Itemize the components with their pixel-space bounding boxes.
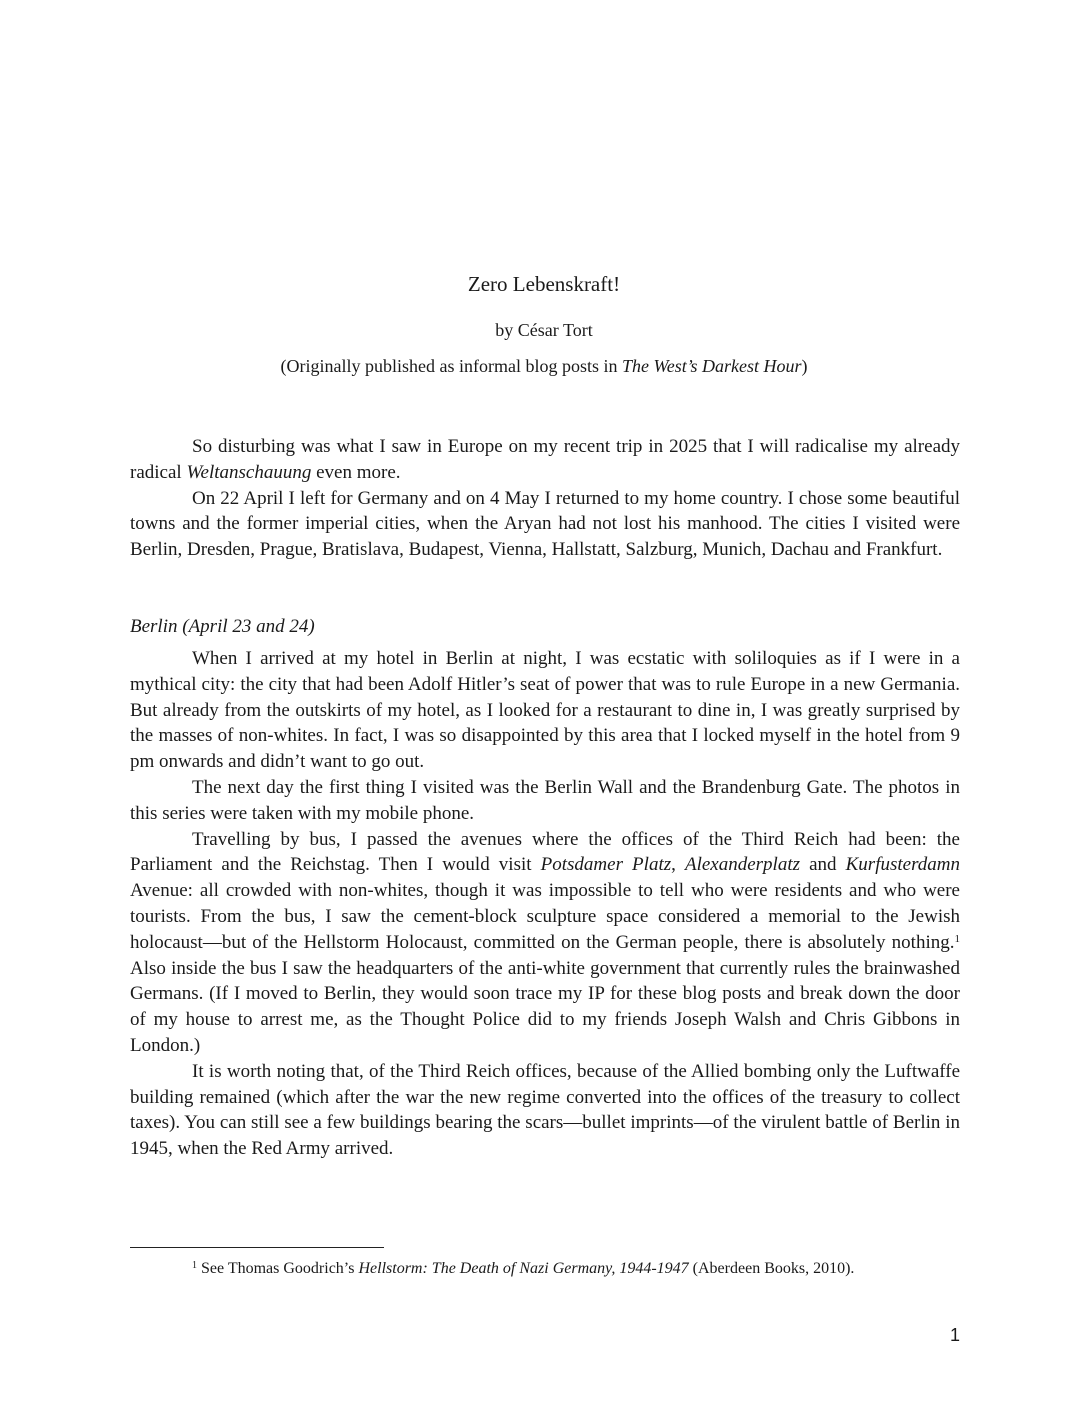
place-kurfusterdamn: Kurfusterdamn — [845, 854, 960, 876]
section-heading: Berlin (April 23 and 24) — [130, 616, 315, 637]
footnote-mark: 1 — [192, 1260, 197, 1271]
publication-note-suffix: ) — [801, 356, 808, 376]
blog-name: The West’s Darkest Hour — [621, 356, 802, 376]
author-byline: by César Tort — [495, 320, 593, 340]
footnote-text-prefix: See Thomas Goodrich’s — [201, 1260, 359, 1277]
intro-paragraph-2: On 22 April I left for Germany and on 4 May I returned to my home country. I chose some beautiful towns and the former imperial cities, when the Aryan had not lost his manhood. The cities I visited were Berlin, Dresden, Prague, Bratislava, Budapest, Vienna, Hallstatt, Salzburg, Munich, Dachau and Frankfurt. — [130, 487, 960, 561]
footnote-divider — [130, 1247, 384, 1248]
berlin-paragraph-3 — [130, 827, 960, 1059]
document-title: Zero Lebenskraft! — [467, 272, 621, 296]
footnote — [192, 1260, 854, 1278]
publication-note — [0, 356, 1088, 377]
place-alexanderplatz: Alexanderplatz — [684, 854, 800, 876]
separator-comma: , — [671, 854, 685, 876]
footnote-text-suffix: (Aberdeen Books, 2010). — [688, 1260, 855, 1277]
berlin-paragraph-1: When I arrived at my hotel in Berlin at night, I was ecstatic with soliloquies as if I were in a mythical city: the city that had been Adolf Hitler’s seat of power that was to rule Europe in a new Germania. But already from the outskirts of my hotel, as I looked for a restaurant to dine in, I was greatly surprised by the masses of non-whites. In fact, I was so disappointed by this area that I locked myself in the hotel from 9 pm onwards and didn’t want to go out. — [130, 648, 960, 773]
place-potsdamer-platz: Potsdamer Platz — [540, 854, 672, 876]
publication-note-prefix: (Originally published as informal blog posts in — [280, 356, 622, 376]
intro-paragraph-1-text-b: even more. — [311, 461, 401, 483]
berlin-paragraph-3-text-a: Travelling by bus, I passed the avenues where the offices of the Third Reich had been: the Parliament and the Reichstag. Then I would visit — [130, 828, 960, 876]
weltanschauung-term: Weltanschauung — [186, 461, 312, 483]
berlin-section — [130, 646, 960, 1162]
berlin-paragraph-2: The next day the first thing I visited was the Berlin Wall and the Brandenburg Gate. The photos in this series were taken with my mobile phone. — [130, 776, 960, 824]
footnote-book-title: Hellstorm: The Death of Nazi Germany, 1944-1947 — [358, 1260, 689, 1277]
page-number: 1 — [949, 1325, 960, 1345]
berlin-paragraph-4: It is worth noting that, of the Third Reich offices, because of the Allied bombing only the Luftwaffe building remained (which after the war the new regime converted into the offices of the treasury to collect taxes). You can still see a few buildings bearing the scars—bullet imprints—of the virulent battle of Berlin in 1945, when the Red Army arrived. — [130, 1060, 960, 1160]
intro-section — [130, 434, 960, 563]
separator-and: and — [800, 854, 846, 876]
intro-paragraph-1 — [130, 434, 960, 486]
intro-paragraph-1-text-a: So disturbing was what I saw in Europe on my recent trip in 2025 that I will radicalise my already radical — [130, 436, 960, 483]
berlin-paragraph-3-text-c: Also inside the bus I saw the headquarters of the anti-white government that currently rules the brainwashed Germans. (If I moved to Berlin, they would soon trace my IP for these blog posts and break down the door of my house to arrest me, as the Thought Police did to my friends Joseph Walsh and Chris Gibbons in London.) — [130, 957, 960, 1056]
berlin-paragraph-3-text-b: Avenue: all crowded with non-whites, though it was impossible to tell who were residents and who were tourists. From the bus, I saw the cement-block sculpture space considered a memorial to the Jewish holocaust—but of the Hellstorm Holocaust, committed on the German people, there is absolutely nothing. — [130, 880, 960, 953]
footnote-reference[interactable]: 1 — [954, 932, 960, 945]
